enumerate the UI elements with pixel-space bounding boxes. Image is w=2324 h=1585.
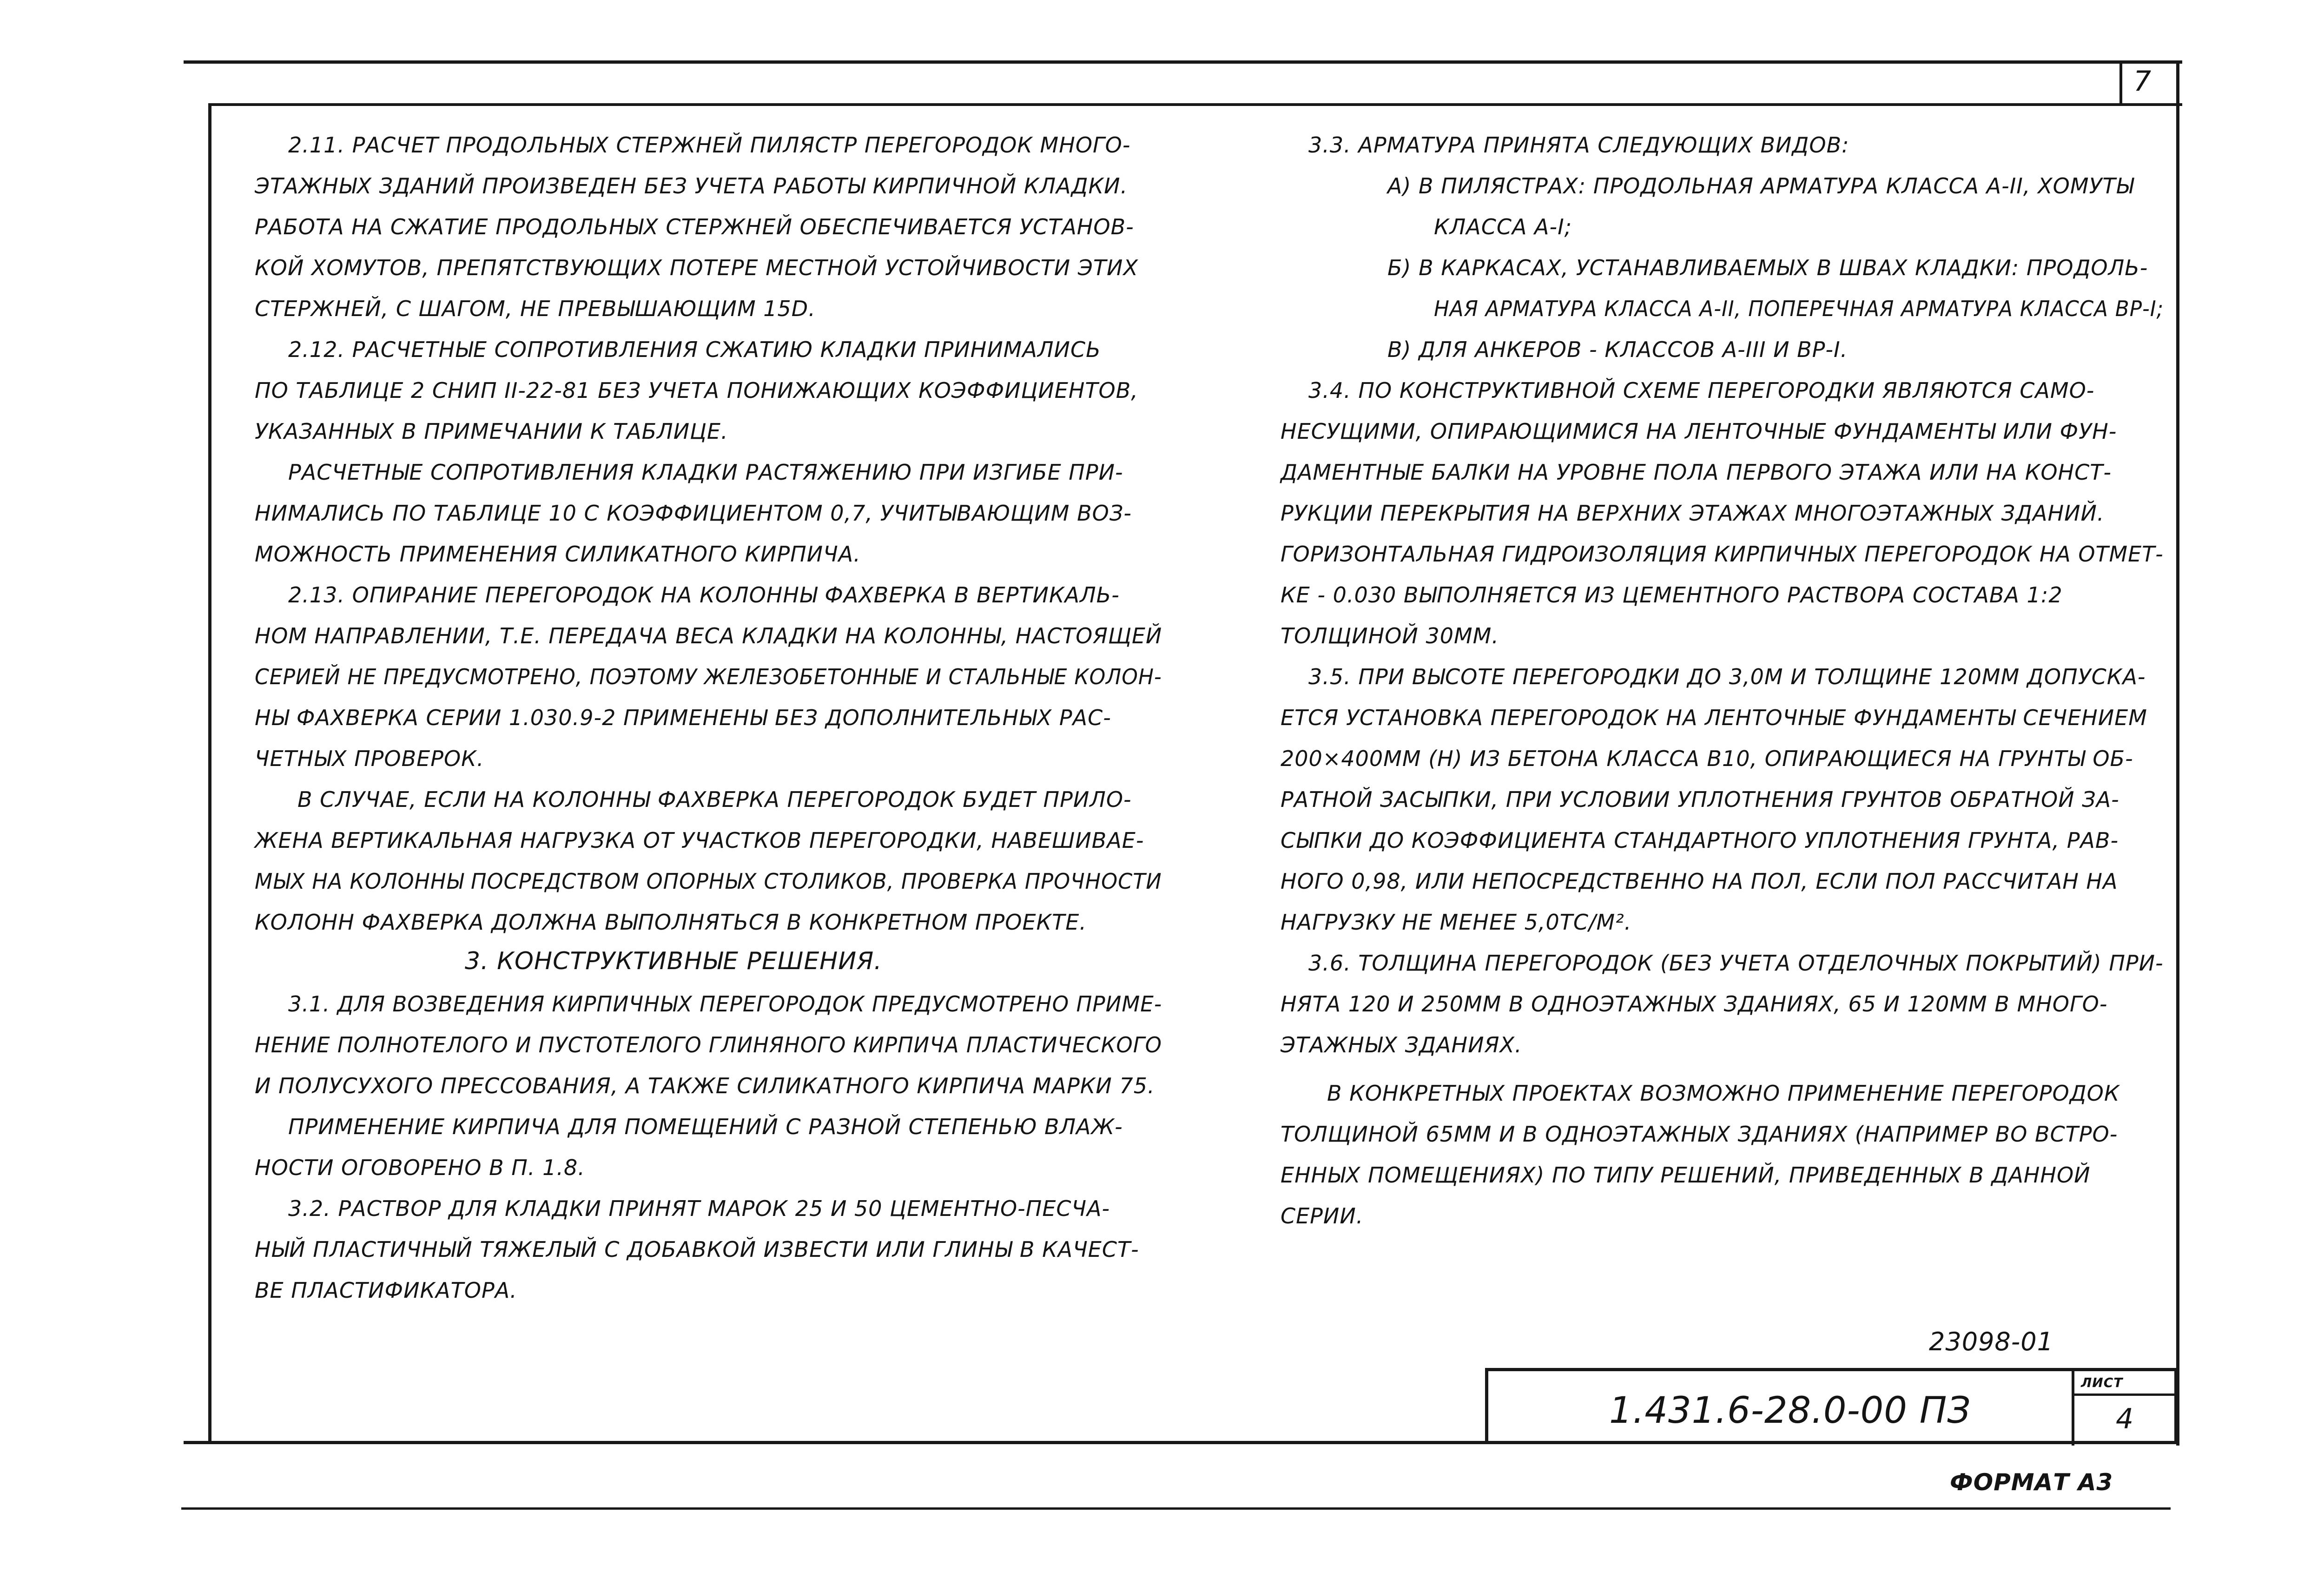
text-line: 2.13. ОПИРАНИЕ ПЕРЕГОРОДОК НА КОЛОННЫ ФАХВЕРКА В ВЕРТИКАЛЬ- <box>288 582 1120 608</box>
text-line: НОГО 0,98, ИЛИ НЕПОСРЕДСТВЕННО НА ПОЛ, ЕСЛИ ПОЛ РАССЧИТАН НА <box>1281 869 2118 894</box>
text-line: 3.4. ПО КОНСТРУКТИВНОЙ СХЕМЕ ПЕРЕГОРОДКИ ЯВЛЯЮТСЯ САМО- <box>1308 378 2095 403</box>
inventory-number: 23098-01 <box>1929 1327 2053 1356</box>
text-line: СЕРИИ. <box>1281 1203 1364 1228</box>
text-line: ЭТАЖНЫХ ЗДАНИЙ ПРОИЗВЕДЕН БЕЗ УЧЕТА РАБОТЫ КИРПИЧНОЙ КЛАДКИ. <box>255 173 1128 198</box>
text-line: НЕНИЕ ПОЛНОТЕЛОГО И ПУСТОТЕЛОГО ГЛИНЯНОГО КИРПИЧА ПЛАСТИЧЕСКОГО <box>255 1032 1162 1057</box>
text-line: НЫ ФАХВЕРКА СЕРИИ 1.030.9-2 ПРИМЕНЕНЫ БЕЗ ДОПОЛНИТЕЛЬНЫХ РАС- <box>255 705 1111 730</box>
text-line: В КОНКРЕТНЫХ ПРОЕКТАХ ВОЗМОЖНО ПРИМЕНЕНИЕ ПЕРЕГОРОДОК <box>1327 1081 2120 1106</box>
text-line: ТОЛЩИНОЙ 30ММ. <box>1281 623 1499 648</box>
text-line: РУКЦИИ ПЕРЕКРЫТИЯ НА ВЕРХНИХ ЭТАЖАХ МНОГОЭТАЖНЫХ ЗДАНИЙ. <box>1281 501 2105 526</box>
text-line: СТЕРЖНЕЙ, С ШАГОМ, НЕ ПРЕВЫШАЮЩИМ 15D. <box>255 296 816 321</box>
text-line: НЯТА 120 И 250ММ В ОДНОЭТАЖНЫХ ЗДАНИЯХ, 65 И 120ММ В МНОГО- <box>1281 991 2108 1017</box>
text-line: ЧЕТНЫХ ПРОВЕРОК. <box>255 746 484 771</box>
text-line: В СЛУЧАЕ, ЕСЛИ НА КОЛОННЫ ФАХВЕРКА ПЕРЕГОРОДОК БУДЕТ ПРИЛО- <box>297 787 1132 812</box>
section-heading: 3. КОНСТРУКТИВНЫЕ РЕШЕНИЯ. <box>465 947 882 975</box>
text-line: ВЕ ПЛАСТИФИКАТОРА. <box>255 1278 517 1303</box>
text-line: КЕ - 0.030 ВЫПОЛНЯЕТСЯ ИЗ ЦЕМЕНТНОГО РАСТВОРА СОСТАВА 1:2 <box>1281 582 2063 608</box>
text-line: А) В ПИЛЯСТРАХ: ПРОДОЛЬНАЯ АРМАТУРА КЛАССА А-II, ХОМУТЫ <box>1387 173 2134 198</box>
text-line: КЛАССА А-I; <box>1434 214 1572 239</box>
text-line: НЫЙ ПЛАСТИЧНЫЙ ТЯЖЕЛЫЙ С ДОБАВКОЙ ИЗВЕСТИ ИЛИ ГЛИНЫ В КАЧЕСТ- <box>255 1237 1139 1262</box>
text-line: ПРИМЕНЕНИЕ КИРПИЧА ДЛЯ ПОМЕЩЕНИЙ С РАЗНОЙ СТЕПЕНЬЮ ВЛАЖ- <box>288 1114 1123 1139</box>
inner-top-line <box>209 103 2182 106</box>
text-line: МОЖНОСТЬ ПРИМЕНЕНИЯ СИЛИКАТНОГО КИРПИЧА. <box>255 542 861 567</box>
right-frame-line <box>2176 60 2179 1446</box>
page-bottom-line <box>181 1507 2171 1510</box>
sheet-label: ЛИСТ <box>2081 1375 2123 1390</box>
format-label: ФОРМАТ А3 <box>1950 1469 2113 1496</box>
text-line: НАГРУЗКУ НЕ МЕНЕЕ 5,0ТС/М². <box>1281 910 1632 935</box>
text-line: УКАЗАННЫХ В ПРИМЕЧАНИИ К ТАБЛИЦЕ. <box>255 419 728 444</box>
sheet-label-divider <box>2072 1393 2179 1396</box>
title-block-divider <box>2072 1371 2074 1446</box>
text-line: ТОЛЩИНОЙ 65ММ И В ОДНОЭТАЖНЫХ ЗДАНИЯХ (НАПРИМЕР ВО ВСТРО- <box>1281 1122 2118 1147</box>
text-line: СЕРИЕЙ НЕ ПРЕДУСМОТРЕНО, ПОЭТОМУ ЖЕЛЕЗОБЕТОННЫЕ И СТАЛЬНЫЕ КОЛОН- <box>255 664 1162 689</box>
text-line: И ПОЛУСУХОГО ПРЕССОВАНИЯ, А ТАКЖЕ СИЛИКАТНОГО КИРПИЧА МАРКИ 75. <box>255 1073 1155 1098</box>
text-line: Б) В КАРКАСАХ, УСТАНАВЛИВАЕМЫХ В ШВАХ КЛАДКИ: ПРОДОЛЬ- <box>1387 255 2148 280</box>
drawing-designation: 1.431.6-28.0-00 ПЗ <box>1609 1390 1971 1432</box>
text-line: ЖЕНА ВЕРТИКАЛЬНАЯ НАГРУЗКА ОТ УЧАСТКОВ ПЕРЕГОРОДКИ, НАВЕШИВАЕ- <box>255 828 1144 853</box>
text-line: 2.11. РАСЧЕТ ПРОДОЛЬНЫХ СТЕРЖНЕЙ ПИЛЯСТР ПЕРЕГОРОДОК МНОГО- <box>288 132 1131 158</box>
text-line: ЕТСЯ УСТАНОВКА ПЕРЕГОРОДОК НА ЛЕНТОЧНЫЕ ФУНДАМЕНТЫ СЕЧЕНИЕМ <box>1281 705 2147 730</box>
text-line: 3.2. РАСТВОР ДЛЯ КЛАДКИ ПРИНЯТ МАРОК 25 И 50 ЦЕМЕНТНО-ПЕСЧА- <box>288 1196 1110 1221</box>
text-line: СЫПКИ ДО КОЭФФИЦИЕНТА СТАНДАРТНОГО УПЛОТНЕНИЯ ГРУНТА, РАВ- <box>1281 828 2119 853</box>
title-block <box>1485 1368 2178 1442</box>
text-line: ЭТАЖНЫХ ЗДАНИЯХ. <box>1281 1032 1522 1057</box>
text-line: ПО ТАБЛИЦЕ 2 СНИП II-22-81 БЕЗ УЧЕТА ПОНИЖАЮЩИХ КОЭФФИЦИЕНТОВ, <box>255 378 1138 403</box>
text-line: 3.3. АРМАТУРА ПРИНЯТА СЛЕДУЮЩИХ ВИДОВ: <box>1308 132 1849 158</box>
page-number-box-left <box>2119 60 2122 105</box>
text-line: НОСТИ ОГОВОРЕНО В П. 1.8. <box>255 1155 585 1180</box>
text-line: РАСЧЕТНЫЕ СОПРОТИВЛЕНИЯ КЛАДКИ РАСТЯЖЕНИЮ ПРИ ИЗГИБЕ ПРИ- <box>288 460 1123 485</box>
text-line: 3.6. ТОЛЩИНА ПЕРЕГОРОДОК (БЕЗ УЧЕТА ОТДЕЛОЧНЫХ ПОКРЫТИЙ) ПРИ- <box>1308 951 2164 976</box>
text-line: 3.5. ПРИ ВЫСОТЕ ПЕРЕГОРОДКИ ДО 3,0М И ТОЛЩИНЕ 120ММ ДОПУСКА- <box>1308 664 2146 689</box>
left-column <box>251 131 1162 1303</box>
text-line: КОЙ ХОМУТОВ, ПРЕПЯТСТВУЮЩИХ ПОТЕРЕ МЕСТНОЙ УСТОЙЧИВОСТИ ЭТИХ <box>255 255 1138 280</box>
text-line: РАТНОЙ ЗАСЫПКИ, ПРИ УСЛОВИИ УПЛОТНЕНИЯ ГРУНТОВ ОБРАТНОЙ ЗА- <box>1281 787 2119 812</box>
sheet-number: 4 <box>2116 1403 2134 1435</box>
text-line: МЫХ НА КОЛОННЫ ПОСРЕДСТВОМ ОПОРНЫХ СТОЛИКОВ, ПРОВЕРКА ПРОЧНОСТИ <box>255 869 1162 894</box>
text-line: РАБОТА НА СЖАТИЕ ПРОДОЛЬНЫХ СТЕРЖНЕЙ ОБЕСПЕЧИВАЕТСЯ УСТАНОВ- <box>255 214 1134 239</box>
text-line: В) ДЛЯ АНКЕРОВ - КЛАССОВ А-III И ВР-I. <box>1387 337 1848 362</box>
text-line: ЕННЫХ ПОМЕЩЕНИЯХ) ПО ТИПУ РЕШЕНИЙ, ПРИВЕДЕННЫХ В ДАННОЙ <box>1281 1162 2091 1188</box>
right-column <box>1281 131 2164 1228</box>
text-line: 200×400ММ (H) ИЗ БЕТОНА КЛАССА В10, ОПИРАЮЩИЕСЯ НА ГРУНТЫ ОБ- <box>1281 746 2133 771</box>
text-line: 2.12. РАСЧЕТНЫЕ СОПРОТИВЛЕНИЯ СЖАТИЮ КЛАДКИ ПРИНИМАЛИСЬ <box>288 337 1101 362</box>
text-line: НЕСУЩИМИ, ОПИРАЮЩИМИСЯ НА ЛЕНТОЧНЫЕ ФУНДАМЕНТЫ ИЛИ ФУН- <box>1281 419 2117 444</box>
text-line: КОЛОНН ФАХВЕРКА ДОЛЖНА ВЫПОЛНЯТЬСЯ В КОНКРЕТНОМ ПРОЕКТЕ. <box>255 910 1087 935</box>
top-border-line <box>184 60 2182 64</box>
text-line: НАЯ АРМАТУРА КЛАССА А-II, ПОПЕРЕЧНАЯ АРМАТУРА КЛАССА ВР-I; <box>1434 296 2164 321</box>
text-line: 3.1. ДЛЯ ВОЗВЕДЕНИЯ КИРПИЧНЫХ ПЕРЕГОРОДОК ПРЕДУСМОТРЕНО ПРИМЕ- <box>288 991 1162 1017</box>
text-line: ГОРИЗОНТАЛЬНАЯ ГИДРОИЗОЛЯЦИЯ КИРПИЧНЫХ ПЕРЕГОРОДОК НА ОТМЕТ- <box>1281 542 2164 567</box>
text-line: НОМ НАПРАВЛЕНИИ, Т.Е. ПЕРЕДАЧА ВЕСА КЛАДКИ НА КОЛОННЫ, НАСТОЯЩЕЙ <box>255 623 1162 648</box>
text-line: ДАМЕНТНЫЕ БАЛКИ НА УРОВНЕ ПОЛА ПЕРВОГО ЭТАЖА ИЛИ НА КОНСТ- <box>1281 460 2112 485</box>
text-line: НИМАЛИСЬ ПО ТАБЛИЦЕ 10 С КОЭФФИЦИЕНТОМ 0,7, УЧИТЫВАЮЩИМ ВОЗ- <box>255 501 1132 526</box>
left-frame-line <box>208 103 211 1442</box>
page-number: 7 <box>2133 65 2152 98</box>
